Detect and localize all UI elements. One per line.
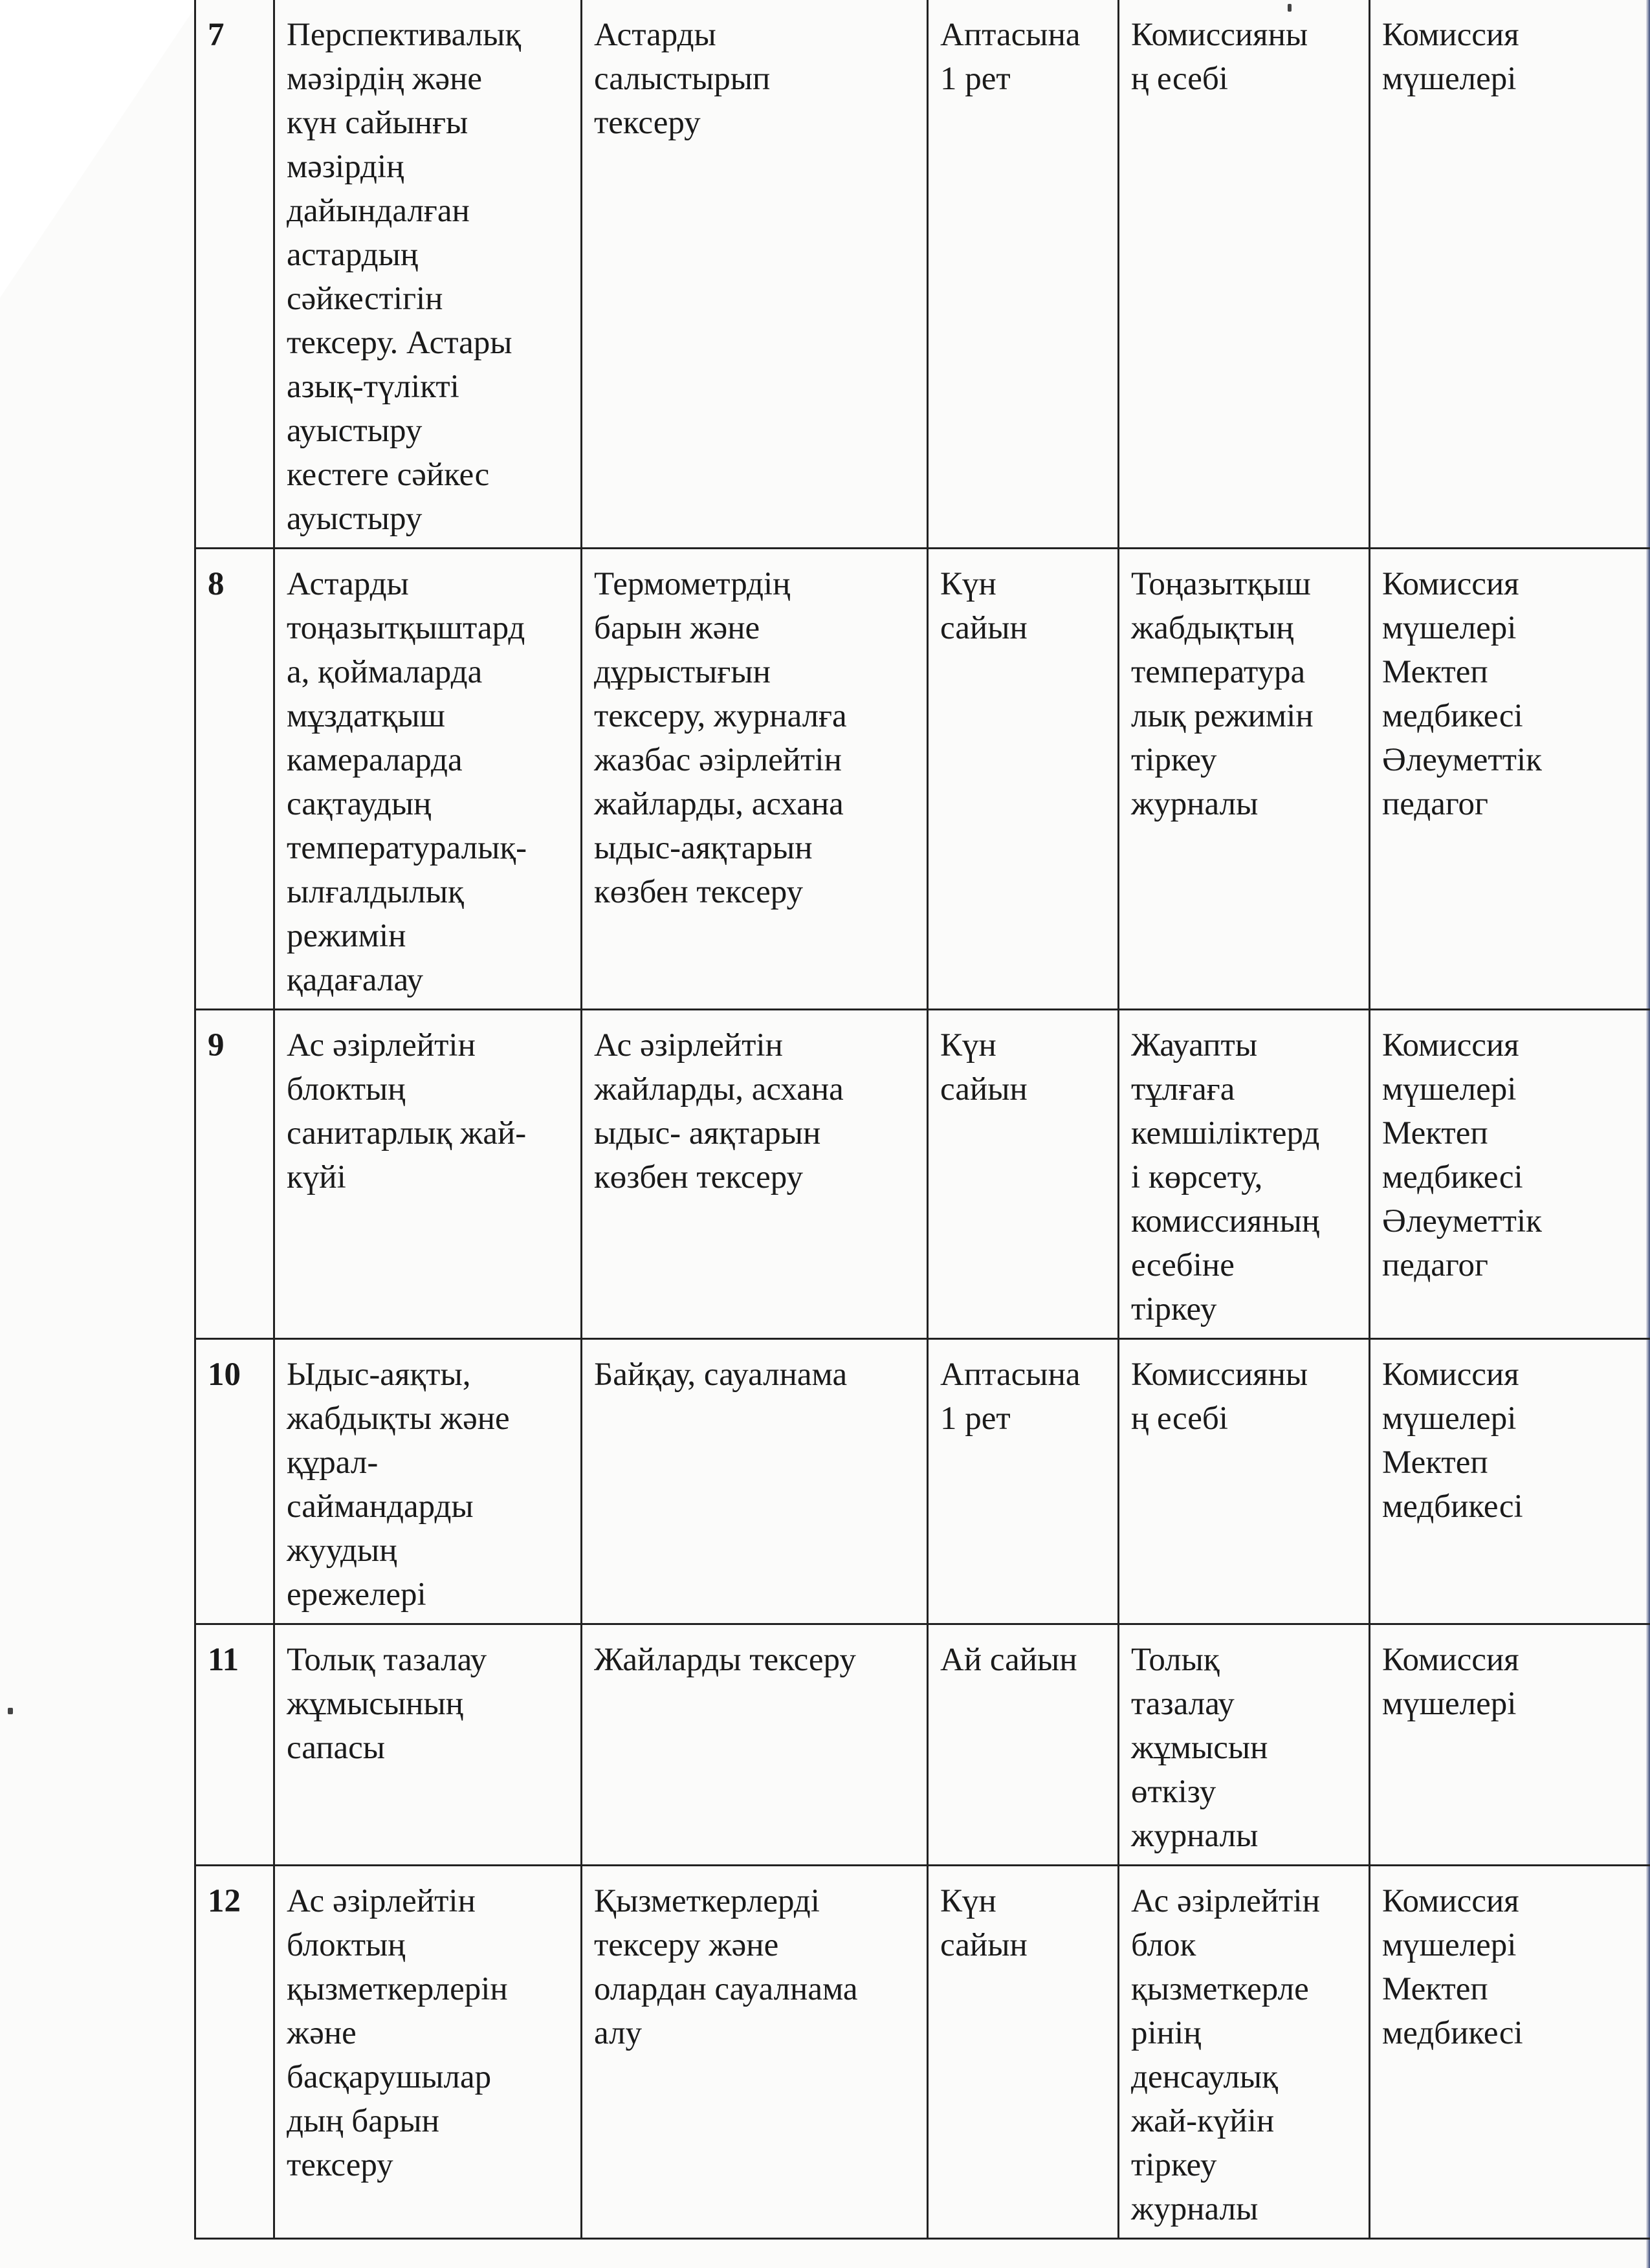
row-number: 12 [195,1866,274,2239]
responsible-cell: Комиссия мүшелері Мектеп медбикесі Әлеуметтік педагог [1370,1010,1650,1339]
responsible-cell: Комиссия мүшелері Мектеп медбикесі [1370,1339,1650,1624]
control-method-cell: Жайларды тексеру [582,1624,928,1866]
table-row [195,0,1650,549]
control-method-cell: Байқау, сауалнама [582,1339,928,1624]
responsible-cell: Комиссия мүшелері Мектеп медбикесі [1370,1866,1650,2239]
control-object-cell: Толық тазалау жұмысының сапасы [274,1624,582,1866]
control-schedule-table [194,0,1650,2240]
document-cell: Толық тазалау жұмысын өткізу журналы [1119,1624,1370,1866]
document-cell: Комиссияны ң есебі [1119,0,1370,549]
responsible-cell: Комиссия мүшелері Мектеп медбикесі Әлеуметтік педагог [1370,549,1650,1010]
document-cell: Тоңазытқыш жабдықтың температура лық режимін тіркеу журналы [1119,549,1370,1010]
control-method-cell: Ас әзірлейтін жайларды, асхана ыдыс- аяқтарын көзбен тексеру [582,1010,928,1339]
table-row [195,1624,1650,1866]
responsible-cell: Комиссия мүшелері [1370,1624,1650,1866]
table-row [195,1010,1650,1339]
control-object-cell: Астарды тоңазытқыштард а, қоймаларда мұздатқыш камераларда сақтаудың температуралық- ылғалдылық режимін қадағалау [274,549,582,1010]
control-object-cell: Ас әзірлейтін блоктың санитарлық жай- күйі [274,1010,582,1339]
document-cell: Ас әзірлейтін блок қызметкерле рінің денсаулық жай-күйін тіркеу журналы [1119,1866,1370,2239]
row-number: 7 [195,0,274,549]
row-number: 11 [195,1624,274,1866]
row-number: 8 [195,549,274,1010]
document-cell: Комиссияны ң есебі [1119,1339,1370,1624]
periodicity-cell: Күн сайын [928,1866,1119,2239]
row-number: 9 [195,1010,274,1339]
control-method-cell: Қызметкерлерді тексеру және олардан сауалнама алу [582,1866,928,2239]
row-number: 10 [195,1339,274,1624]
table-row [195,1339,1650,1624]
periodicity-cell: Ай сайын [928,1624,1119,1866]
control-method-cell: Термометрдің барын және дұрыстығын тексеру, журналға жазбас әзірлейтін жайларды, асхана ыдыс-аяқтарын көзбен тексеру [582,549,928,1010]
responsible-cell: Комиссия мүшелері [1370,0,1650,549]
scan-speck [8,1708,13,1714]
control-object-cell: Перспективалық мәзірдің және күн сайынғы мәзірдің дайындалған астардың сәйкестігін тексеру. Астары азық-түлікті ауыстыру кестеге сәйкес ауыстыру [274,0,582,549]
periodicity-cell: Күн сайын [928,1010,1119,1339]
document-cell: Жауапты тұлғаға кемшіліктерд і көрсету, комиссияның есебіне тіркеу [1119,1010,1370,1339]
control-object-cell: Ыдыс-аяқты, жабдықты және құрал- саймандарды жуудың ережелері [274,1339,582,1624]
periodicity-cell: Аптасына 1 рет [928,1339,1119,1624]
periodicity-cell: Күн сайын [928,549,1119,1010]
periodicity-cell: Аптасына 1 рет [928,0,1119,549]
table-row [195,549,1650,1010]
control-method-cell: Астарды салыстырып тексеру [582,0,928,549]
control-object-cell: Ас әзірлейтін блоктың қызметкерлерін және басқарушылар дың барын тексеру [274,1866,582,2239]
table-row [195,1866,1650,2239]
